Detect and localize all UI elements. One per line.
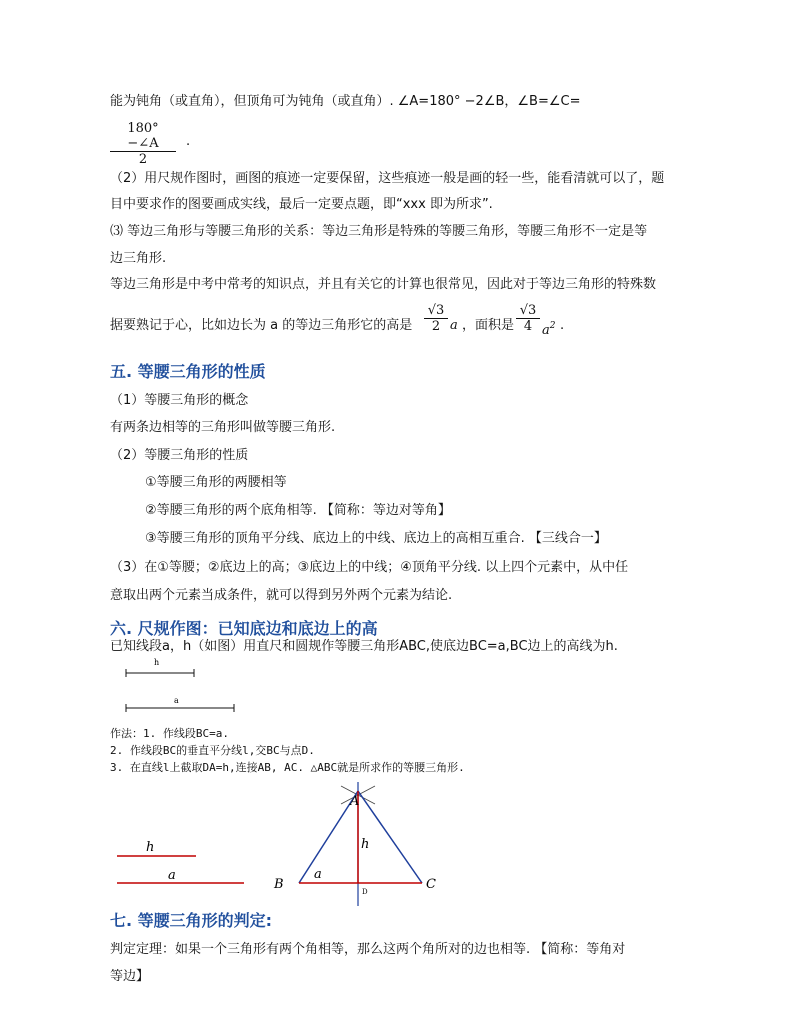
given-segments-small [118, 656, 248, 716]
point-D: D [362, 888, 368, 896]
point3-line1: ⑶ 等边三角形与等腰三角形的关系：等边三角形是特殊的等腰三角形，等腰三角形不一定是等 [110, 224, 648, 239]
height-denominator: 2 [431, 319, 441, 334]
construction-step1: 作法：1. 作线段BC=a. [110, 727, 229, 740]
section5-sub3-line1: （3）在①等腰；②底边上的高；③底边上的中线；④顶角平分线. 以上四个元素中，从中任 [110, 560, 629, 575]
section7-title: 七. 等腰三角形的判定: [110, 911, 273, 930]
construction-step2: 2. 作线段BC的垂直平分线l,交BC与点D. [110, 744, 315, 757]
segment-h-label-small: h [154, 658, 160, 667]
property-1: ①等腰三角形的两腰相等 [145, 475, 287, 490]
section5-definition: 有两条边相等的三角形叫做等腰三角形. [110, 420, 336, 435]
vertex-C: C [426, 877, 436, 892]
point3-line4b: ，面积是 [462, 318, 515, 333]
height-numerator: √3 [424, 303, 448, 319]
section5-sub2: （2）等腰三角形的性质 [110, 448, 249, 463]
base-label: a [314, 867, 322, 882]
section5-sub1: （1）等腰三角形的概念 [110, 393, 249, 408]
area-denominator: 4 [523, 319, 533, 334]
point3-line4a: 据要熟记于心，比如边长为 a 的等边三角形它的高是 [110, 318, 413, 333]
height-fraction [424, 303, 448, 334]
point3-line2: 边三角形. [110, 251, 167, 266]
fraction-period: . [186, 134, 191, 149]
point3-line3: 等边三角形是中考中常考的知识点，并且有关它的计算也很常见，因此对于等边三角形的特殊数 [110, 277, 657, 292]
point2-line1: （2）用尺规作图时，画图的痕迹一定要保留，这些痕迹一般是画的轻一些，能看清就可以了，题 [110, 171, 665, 186]
area-fraction [516, 303, 540, 334]
section5-title: 五. 等腰三角形的性质 [110, 362, 266, 381]
area-var: a [542, 323, 550, 338]
point3-line4c: . [560, 318, 565, 333]
angle-fraction [110, 121, 176, 167]
area-numerator: √3 [516, 303, 540, 319]
vertex-A: A [350, 794, 360, 809]
section5-sub3-line2: 意取出两个元素当成条件，就可以得到另外两个元素为结论. [110, 588, 453, 603]
height-variable: a [450, 318, 458, 333]
construction-figure [108, 776, 458, 908]
section7-line1: 判定定理：如果一个三角形有两个角相等，那么这两个角所对的边也相等. 【简称：等角对 [110, 942, 626, 957]
point2-line2: 目中要求作的图要画成实线，最后一定要点题，即“xxx 即为所求”. [110, 197, 493, 212]
area-variable [542, 318, 556, 339]
segment-a-label-small: a [174, 696, 179, 705]
section7-line2: 等边】 [110, 969, 150, 984]
section6-given: 已知线段a，h（如图）用直尺和圆规作等腰三角形ABC,使底边BC=a,BC边上的高线为h. [110, 639, 618, 654]
vertex-B: B [274, 877, 284, 892]
altitude-label: h [361, 837, 370, 852]
fraction-numerator: 180°−∠A [110, 121, 176, 152]
construction-step3: 3. 在直线l上截取DA=h,连接AB, AC. △ABC就是所求作的等腰三角形. [110, 761, 465, 774]
section6-title: 六. 尺规作图：已知底边和底边上的高 [110, 619, 378, 638]
property-2: ②等腰三角形的两个底角相等. 【简称：等边对等角】 [145, 503, 451, 518]
property-3: ③等腰三角形的顶角平分线、底边上的中线、底边上的高相互重合. 【三线合一】 [145, 531, 607, 546]
intro-line: 能为钝角（或直角），但顶角可为钝角（或直角）. ∠A=180° −2∠B，∠B=∠C= [110, 94, 581, 109]
fig-h-label: h [146, 840, 155, 855]
fraction-denominator: 2 [138, 152, 148, 167]
fig-a-label: a [168, 868, 176, 883]
area-exponent: 2 [549, 321, 556, 331]
